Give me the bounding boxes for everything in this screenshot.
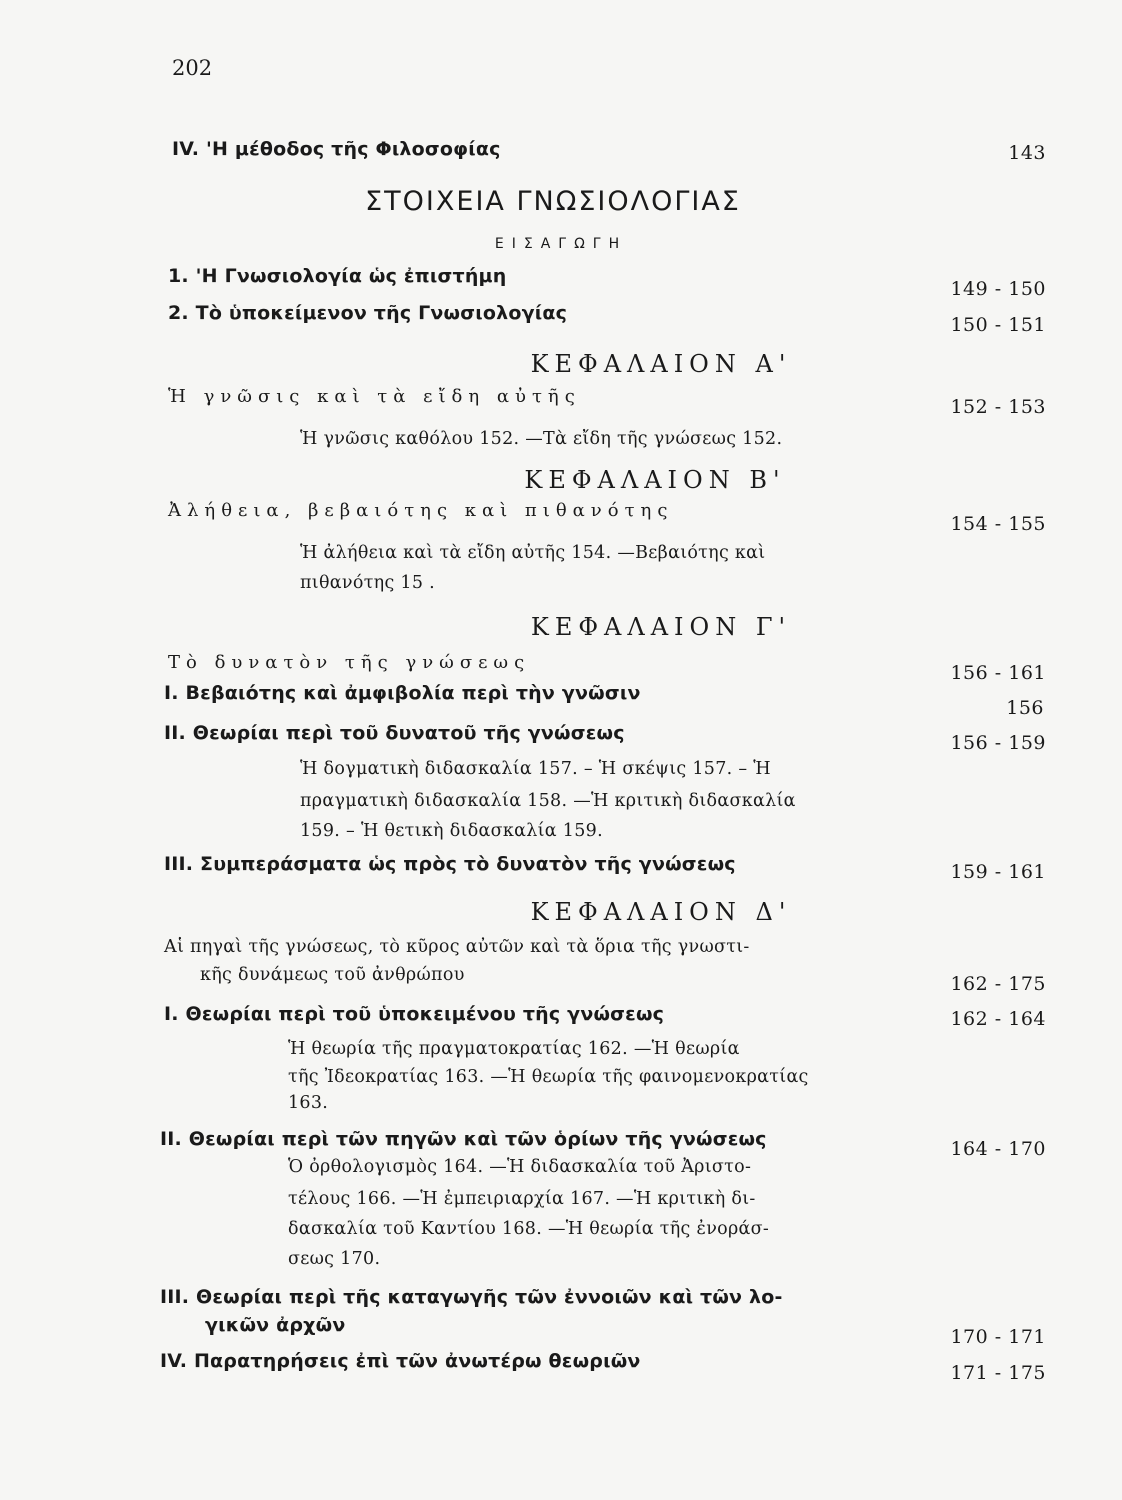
intro-heading: ΕΙΣΑΓΩΓΗ	[494, 236, 628, 252]
chapter-c-heading: ΚΕΦΑΛΑΙΟΝ Γ'	[530, 613, 792, 641]
chapter-b-details-line2: πιθανότης 15 .	[300, 573, 436, 593]
chapter-d-1-details-line1: Ἡ θεωρία τῆς πραγματοκρατίας 162. —Ἡ θεωρία	[288, 1039, 740, 1059]
page-ref: 156 - 159	[950, 732, 1046, 754]
page-ref: 159 - 161	[950, 861, 1046, 883]
toc-entry-intro-2: 2. Τὸ ὑποκείμενον τῆς Γνωσιολογίας	[168, 302, 568, 324]
chapter-c-title: Τὸ δυνατὸν τῆς γνώσεως	[168, 652, 531, 673]
chapter-c-details-line2: πραγματικὴ διδασκαλία 158. —Ἡ κριτικὴ διδασκαλία	[300, 791, 796, 811]
toc-entry-c-2: II. Θεωρίαι περὶ τοῦ δυνατοῦ τῆς γνώσεως	[164, 722, 625, 744]
toc-entry-d-3-line1: III. Θεωρίαι περὶ τῆς καταγωγῆς τῶν ἐννοιῶν καὶ τῶν λο-	[160, 1286, 783, 1308]
chapter-b-details-line1: Ἡ ἀλήθεια καὶ τὰ εἴδη αὐτῆς 154. —Βεβαιότης καὶ	[300, 543, 766, 563]
toc-entry-intro-1: 1. 'Η Γνωσιολογία ὡς ἐπιστήμη	[168, 265, 507, 287]
page-ref: 143	[1008, 142, 1046, 164]
chapter-a-details: Ἡ γνῶσις καθόλου 152. —Τὰ εἴδη τῆς γνώσεως 152.	[300, 429, 783, 449]
chapter-d-2-details-line3: δασκαλία τοῦ Καντίου 168. —Ἡ θεωρία τῆς ἐνοράσ-	[288, 1219, 770, 1239]
page-ref: 171 - 175	[950, 1362, 1046, 1384]
page-ref: 149 - 150	[950, 278, 1046, 300]
toc-entry-methodos: IV. 'Η μέθοδος τῆς Φιλοσοφίας	[172, 138, 501, 160]
page-ref: 170 - 171	[950, 1326, 1046, 1348]
page-number: 202	[172, 56, 213, 80]
chapter-c-details-line1: Ἡ δογματικὴ διδασκαλία 157. – Ἡ σκέψις 157. – Ἡ	[300, 759, 771, 779]
chapter-d-2-details-line2: τέλους 166. —Ἡ ἐμπειριαρχία 167. —Ἡ κριτικὴ δι-	[288, 1189, 756, 1209]
page-ref: 156	[1006, 697, 1044, 719]
chapter-d-title-line1: Αἱ πηγαὶ τῆς γνώσεως, τὸ κῦρος αὐτῶν καὶ τὰ ὅρια τῆς γνωστι-	[164, 937, 750, 957]
toc-entry-d-3-line2: γικῶν ἀρχῶν	[205, 1314, 346, 1336]
toc-entry-d-1: I. Θεωρίαι περὶ τοῦ ὑποκειμένου τῆς γνώσεως	[164, 1003, 665, 1025]
chapter-b-title: Ἀλήθεια, βεβαιότης καὶ πιθανότης	[168, 500, 674, 521]
page-ref: 156 - 161	[950, 662, 1046, 684]
page-ref: 162 - 175	[950, 973, 1046, 995]
chapter-c-details-line3: 159. – Ἡ θετικὴ διδασκαλία 159.	[300, 821, 603, 841]
toc-entry-c-3: III. Συμπεράσματα ὡς πρὸς τὸ δυνατὸν τῆς γνώσεως	[164, 853, 736, 875]
chapter-b-heading: ΚΕΦΑΛΑΙΟΝ Β'	[524, 466, 786, 494]
page-ref: 152 - 153	[950, 396, 1046, 418]
chapter-d-2-details-line1: Ὁ ὀρθολογισμὸς 164. —Ἡ διδασκαλία τοῦ Ἀριστο-	[288, 1157, 752, 1177]
chapter-a-heading: ΚΕΦΑΛΑΙΟΝ Α'	[530, 350, 792, 378]
chapter-d-1-details-line2: τῆς Ἰδεοκρατίας 163. —Ἡ θεωρία τῆς φαινομενοκρατίας	[288, 1067, 809, 1087]
page-ref: 150 - 151	[950, 314, 1046, 336]
page-ref: 164 - 170	[950, 1138, 1046, 1160]
toc-entry-d-2: II. Θεωρίαι περὶ τῶν πηγῶν καὶ τῶν ὁρίων τῆς γνώσεως	[160, 1128, 767, 1150]
chapter-d-1-details-line3: 163.	[288, 1093, 329, 1113]
chapter-d-heading: ΚΕΦΑΛΑΙΟΝ Δ'	[530, 898, 792, 926]
toc-entry-c-1: I. Βεβαιότης καὶ ἀμφιβολία περὶ τὴν γνῶσιν	[164, 682, 641, 704]
chapter-d-2-details-line4: σεως 170.	[288, 1249, 381, 1269]
page-ref: 162 - 164	[950, 1008, 1046, 1030]
section-title: ΣΤΟΙΧΕΙΑ ΓΝΩΣΙΟΛΟΓΙΑΣ	[365, 186, 741, 217]
toc-entry-d-4: IV. Παρατηρήσεις ἐπὶ τῶν ἀνωτέρω θεωριῶν	[160, 1350, 641, 1372]
page-ref: 154 - 155	[950, 513, 1046, 535]
chapter-a-title: Ἡ γνῶσις καὶ τὰ εἴδη αὐτῆς	[168, 386, 581, 407]
chapter-d-title-line2: κῆς δυνάμεως τοῦ ἀνθρώπου	[200, 965, 465, 985]
